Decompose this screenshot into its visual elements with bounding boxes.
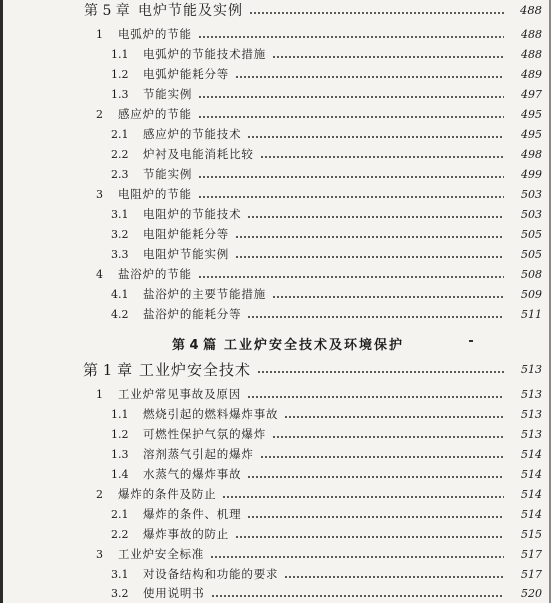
dot-leader — [272, 296, 504, 298]
subsection-number: 1.2 — [111, 67, 129, 81]
dot-leader — [247, 316, 504, 318]
subsection-number: 1.3 — [111, 87, 129, 101]
page-number: 495 — [521, 127, 542, 141]
page-number: 515 — [521, 527, 542, 541]
page-number: 498 — [521, 147, 542, 161]
subsection-number: 1.1 — [111, 47, 129, 61]
section-title: 感应炉的节能 — [118, 107, 192, 121]
dot-leader — [235, 236, 504, 238]
toc-subsection-row — [0, 84, 551, 104]
section-title: 盐浴炉的节能 — [118, 267, 192, 281]
toc-subsection-row — [0, 284, 551, 304]
page-number: 513 — [521, 407, 542, 421]
subsection-title: 水蒸气的爆炸事故 — [143, 467, 242, 481]
page-number: 495 — [521, 107, 542, 121]
subsection-number: 4.1 — [111, 287, 129, 301]
toc-section-row — [0, 544, 551, 564]
page-number: 511 — [521, 307, 542, 321]
toc-subsection-row — [0, 224, 551, 244]
dot-leader — [249, 12, 504, 14]
section-number: 1 — [96, 27, 103, 41]
page-number: 513 — [521, 427, 542, 441]
toc-section-row — [0, 264, 551, 284]
subsection-number: 2.1 — [111, 127, 129, 141]
page-number: 499 — [521, 167, 542, 181]
dot-leader — [198, 96, 504, 98]
subsection-number: 3.1 — [111, 567, 129, 581]
section-title: 电弧炉的节能 — [118, 27, 192, 41]
subsection-title: 节能实例 — [143, 87, 193, 101]
subsection-number: 2.3 — [111, 167, 129, 181]
section-number: 3 — [96, 547, 103, 561]
page-number: 514 — [521, 487, 542, 501]
toc-subsection-row — [0, 144, 551, 164]
part-title: 工业炉安全技术及环境保护 — [224, 337, 405, 353]
toc-subsection-row — [0, 583, 551, 603]
toc-subsection-row — [0, 404, 551, 424]
page-number: 514 — [521, 467, 542, 481]
subsection-title: 溶剂蒸气引起的爆炸 — [143, 447, 254, 461]
page-number: 488 — [521, 27, 542, 41]
dot-leader — [198, 36, 504, 38]
section-title: 爆炸的条件及防止 — [118, 487, 217, 501]
toc-subsection-row — [0, 44, 551, 64]
section-number: 2 — [96, 487, 103, 501]
dot-leader — [247, 396, 504, 398]
subsection-title: 感应炉的节能技术 — [143, 127, 242, 141]
subsection-number: 2.2 — [111, 147, 129, 161]
section-number: 1 — [96, 387, 103, 401]
subsection-number: 3.2 — [111, 227, 129, 241]
dot-leader — [198, 176, 504, 178]
part-heading — [0, 332, 551, 354]
subsection-title: 对设备结构和功能的要求 — [143, 567, 279, 581]
page-number: 517 — [521, 567, 542, 581]
subsection-number: 1.1 — [111, 407, 129, 421]
subsection-title: 电阻炉节能实例 — [143, 247, 230, 261]
dot-leader — [210, 556, 504, 558]
toc-section-row — [0, 184, 551, 204]
page-number: 503 — [521, 207, 542, 221]
subsection-title: 使用说明书 — [143, 586, 205, 600]
page-number: 517 — [521, 547, 542, 561]
dot-leader — [198, 276, 504, 278]
dot-leader — [247, 516, 504, 518]
chapter-title: 工业炉安全技术 — [139, 360, 252, 379]
page-number: 514 — [521, 507, 542, 521]
toc-subsection-row — [0, 524, 551, 544]
chapter-number: 第 5 章 — [84, 3, 130, 19]
toc-subsection-row — [0, 464, 551, 484]
section-number: 3 — [96, 187, 103, 201]
dot-leader — [211, 595, 505, 597]
page-number: 514 — [521, 447, 542, 461]
toc-subsection-row — [0, 424, 551, 444]
toc-section-row — [0, 24, 551, 44]
dot-leader — [247, 476, 504, 478]
page-number: 509 — [521, 287, 542, 301]
dot-leader — [257, 371, 504, 373]
page-number: 513 — [521, 387, 542, 401]
toc-subsection-row — [0, 504, 551, 524]
page-number: 513 — [521, 362, 542, 376]
toc-section-row — [0, 484, 551, 504]
toc-subsection-row — [0, 244, 551, 264]
subsection-number: 2.1 — [111, 507, 129, 521]
subsection-number: 2.2 — [111, 527, 129, 541]
toc-chapter-row — [0, 359, 551, 379]
section-number: 2 — [96, 107, 103, 121]
subsection-title: 盐浴炉的主要节能措施 — [143, 287, 266, 301]
subsection-title: 可燃性保护气氛的爆炸 — [143, 427, 266, 441]
dot-leader — [222, 496, 504, 498]
page-number: 508 — [521, 267, 542, 281]
toc-section-row — [0, 104, 551, 124]
subsection-title: 电阻炉的节能技术 — [143, 207, 242, 221]
subsection-number: 4.2 — [111, 307, 129, 321]
toc-chapter-row — [0, 0, 551, 20]
subsection-title: 炉衬及电能消耗比较 — [143, 147, 254, 161]
toc-subsection-row — [0, 444, 551, 464]
dot-leader — [260, 456, 504, 458]
dot-leader — [235, 536, 504, 538]
section-title: 工业炉常见事故及原因 — [118, 387, 241, 401]
subsection-title: 爆炸事故的防止 — [143, 527, 230, 541]
subsection-number: 3.3 — [111, 247, 129, 261]
toc-subsection-row — [0, 164, 551, 184]
section-title: 电阻炉的节能 — [118, 187, 192, 201]
page-number: 505 — [521, 227, 542, 241]
page-number: 497 — [521, 87, 542, 101]
toc-subsection-row — [0, 64, 551, 84]
section-number: 4 — [96, 267, 103, 281]
subsection-title: 爆炸的条件、机理 — [143, 507, 242, 521]
page-number: 489 — [521, 67, 542, 81]
dot-leader — [272, 56, 504, 58]
toc-subsection-row — [0, 124, 551, 144]
page-number: 488 — [521, 47, 542, 61]
dash-mark — [469, 340, 473, 342]
dot-leader — [235, 256, 504, 258]
part-number: 第 4 篇 — [172, 337, 217, 353]
dot-leader — [260, 156, 504, 158]
chapter-number: 第 1 章 — [83, 360, 133, 379]
dot-leader — [198, 196, 504, 198]
dot-leader — [247, 216, 504, 218]
subsection-number: 1.2 — [111, 427, 129, 441]
dot-leader — [235, 76, 504, 78]
subsection-title: 电阻炉能耗分等 — [143, 227, 230, 241]
toc-subsection-row — [0, 564, 551, 584]
subsection-title: 电弧炉能耗分等 — [143, 67, 230, 81]
toc-subsection-row — [0, 304, 551, 324]
dot-leader — [284, 576, 504, 578]
dot-leader — [198, 116, 504, 118]
dot-leader — [272, 436, 504, 438]
page-number: 505 — [521, 247, 542, 261]
dot-leader — [284, 416, 504, 418]
subsection-number: 3.1 — [111, 207, 129, 221]
page-number: 488 — [520, 3, 542, 17]
subsection-number: 1.3 — [111, 447, 129, 461]
subsection-number: 1.4 — [111, 467, 129, 481]
page-number: 520 — [521, 586, 542, 600]
toc-subsection-row — [0, 204, 551, 224]
toc-section-row — [0, 384, 551, 404]
subsection-title: 节能实例 — [143, 167, 193, 181]
page-number: 503 — [521, 187, 542, 201]
subsection-title: 电弧炉的节能技术措施 — [143, 47, 266, 61]
subsection-title: 燃烧引起的燃料爆炸事故 — [143, 407, 279, 421]
section-title: 工业炉安全标准 — [118, 547, 205, 561]
chapter-title: 电炉节能及实例 — [138, 3, 243, 19]
dot-leader — [247, 136, 504, 138]
subsection-number: 3.2 — [111, 586, 129, 600]
subsection-title: 盐浴炉的能耗分等 — [143, 307, 242, 321]
